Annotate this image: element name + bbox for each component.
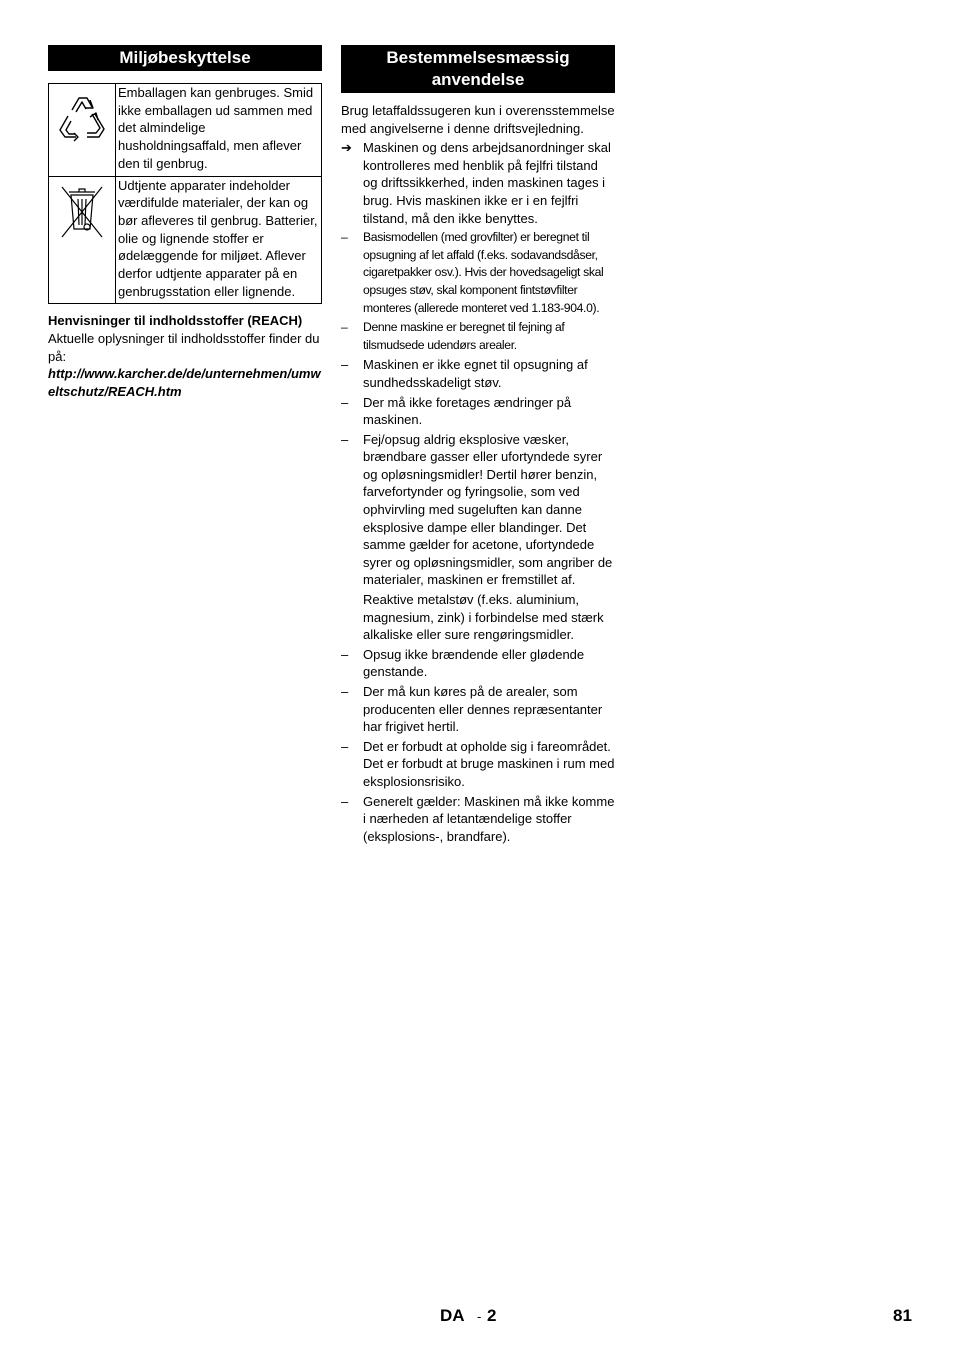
list-item-text: Denne maskine er beregnet til fejning af tilsmudsede udendørs arealer.	[363, 320, 565, 352]
dash-marker: –	[341, 738, 349, 754]
dash-marker: –	[341, 431, 349, 447]
list-item	[341, 356, 615, 391]
list-item-text: Maskinen og dens arbejdsanordninger skal kontrolleres med henblik på fejlfri tilstand og driftssikkerhed, inden maskinen tages i brug. Hvis maskinen ikke er i en fejlfri tilstand, må den ikke benyttes.	[363, 140, 611, 226]
right-column	[341, 45, 615, 845]
list-item	[341, 431, 615, 644]
crossed-bin-icon	[57, 228, 107, 245]
list-item	[341, 319, 615, 354]
reach-link[interactable]: http://www.karcher.de/de/unternehmen/umweltschutz/REACH.htm	[48, 366, 321, 399]
disposal-note: Udtjente apparater indeholder værdifulde materialer, der kan og bør afleveres til genbrug. Batterier, olie og lignende stoffer er ødelæggende for miljøet. Aflever derfor udtjente apparater på en genbrugsstation eller lignende.	[116, 176, 322, 304]
footer-section-page: 2	[487, 1306, 497, 1325]
list-item	[341, 646, 615, 681]
list-item	[341, 793, 615, 846]
list-item	[341, 139, 615, 227]
dash-marker: –	[341, 230, 348, 245]
dash-marker: –	[341, 684, 349, 699]
list-item-text: Basismodellen (med grovfilter) er beregnet til opsugning af let affald (f.eks. sodavandsdåser, cigaretpakker osv.). Hvis der hovedsageligt skal opsuges støv, skal komponent fintstøvfilter monteres (allerede monteret ved 1.183-904.0).	[363, 230, 604, 315]
icon-cell	[49, 84, 116, 177]
list-item-text: Der må ikke foretages ændringer på maskinen.	[363, 394, 572, 428]
table-row	[49, 84, 322, 177]
list-item-text: Der må kun køres på de arealer, som producenten eller dennes repræsentanter har frigivet hertil.	[363, 684, 603, 735]
icon-cell	[49, 176, 116, 304]
table-row	[49, 176, 322, 304]
list-item	[341, 683, 615, 736]
recycling-note: Emballagen kan genbruges. Smid ikke emballagen ud sammen med det almindelige husholdningsaffald, men aflever den til genbrug.	[116, 84, 322, 177]
intro-paragraph: Brug letaffaldssugeren kun i overensstemmelse med angivelserne i denne driftsvejledning.	[341, 103, 615, 136]
footer-language: DA	[440, 1306, 465, 1325]
page-number: 81	[893, 1306, 912, 1325]
reach-title: Henvisninger til indholdsstoffer (REACH)	[48, 313, 303, 329]
dash-marker: –	[341, 357, 349, 373]
recycle-icon	[54, 133, 110, 150]
list-item-text: Det er forbudt at opholde sig i fareområdet. Det er forbudt at bruge maskinen i rum med eksplosionsrisiko.	[363, 738, 615, 789]
list-item	[341, 229, 615, 317]
list-item	[341, 738, 615, 791]
list-item-text: Fej/opsug aldrig eksplosive væsker, brændbare gasser eller ufortyndede syrer og opløsningsmidler! Dertil hører benzin, farvefortynder og fyringsolie, som ved ophvirvling med sugeluften kan danne eksplosive dampe eller blandinger. Det samme gælder for acetone, ufortyndede syrer og opløsningsmidler, som angriber de materialer, maskinen er fremstillet af.	[363, 431, 613, 588]
usage-list	[341, 139, 615, 845]
section-heading-intended-use: Bestemmelsesmæssig anvendelse	[341, 45, 615, 93]
footer-separator: -	[477, 1309, 482, 1324]
dash-marker: –	[341, 394, 349, 410]
dash-marker: –	[341, 646, 349, 662]
list-item-text: Opsug ikke brændende eller glødende genstande.	[363, 646, 585, 680]
list-item-text: Reaktive metalstøv (f.eks. aluminium, magnesium, zink) i forbindelse med stærk alkaliske eller sure rengøringsmidler.	[363, 592, 604, 643]
environment-table	[48, 83, 322, 304]
left-column	[48, 45, 322, 400]
list-item	[341, 394, 615, 429]
list-item-text: Generelt gælder: Maskinen må ikke komme i nærheden af letantændelige stoffer (eksplosions-, brandfare).	[363, 793, 615, 844]
reach-text: Aktuelle oplysninger til indholdsstoffer finder du på:	[48, 331, 320, 364]
dash-marker: –	[341, 793, 349, 809]
section-heading-environment: Miljøbeskyttelse	[48, 45, 322, 71]
arrow-icon: ➔	[341, 140, 352, 156]
list-item-text: Maskinen er ikke egnet til opsugning af sundhedsskadeligt støv.	[363, 357, 588, 390]
dash-marker: –	[341, 320, 348, 335]
reach-section	[48, 312, 322, 400]
